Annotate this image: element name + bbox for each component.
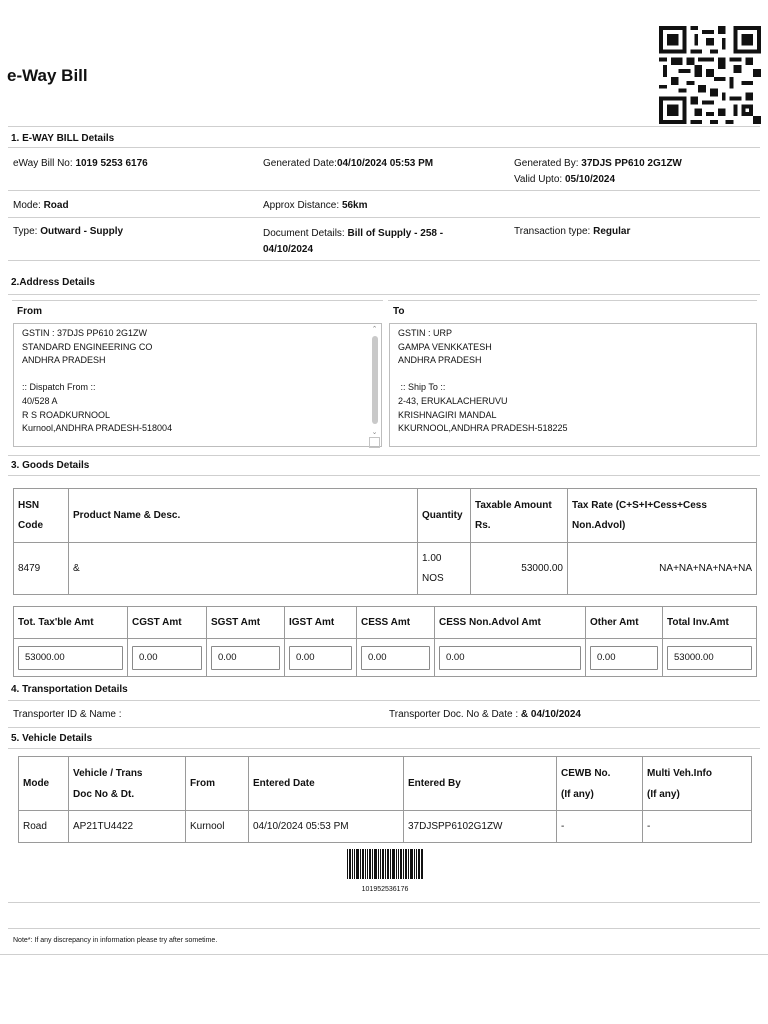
cell-vehicle: AP21TU4422 xyxy=(69,811,186,843)
col-cess-non-advol: CESS Non.Advol Amt xyxy=(435,607,586,639)
table-header-row xyxy=(19,757,752,811)
barcode xyxy=(347,849,423,886)
cell-multi-veh: - xyxy=(643,811,752,843)
from-address xyxy=(13,323,382,447)
total-taxable-field[interactable]: 53000.00 xyxy=(18,646,123,670)
table-row xyxy=(19,811,752,843)
address-line xyxy=(22,368,373,382)
sgst-field[interactable]: 0.00 xyxy=(211,646,280,670)
qr-code xyxy=(658,26,762,124)
goods-table xyxy=(13,488,757,595)
address-line: KKURNOOL,ANDHRA PRADESH-518225 xyxy=(398,423,568,434)
cell-product: & xyxy=(69,543,418,595)
valid-upto: Valid Upto: 05/10/2024 xyxy=(514,174,616,185)
cell-sgst xyxy=(207,639,285,677)
resize-handle[interactable] xyxy=(369,437,380,448)
col-from: From xyxy=(186,757,249,811)
cell-tax-rate: NA+NA+NA+NA+NA xyxy=(568,543,757,595)
cell-igst xyxy=(285,639,357,677)
col-vehicle: Vehicle / Trans Doc No & Dt. xyxy=(69,757,186,811)
table-header-row xyxy=(14,489,757,543)
cell-entered-date: 04/10/2024 05:53 PM xyxy=(249,811,404,843)
address-line: KRISHNAGIRI MANDAL xyxy=(398,409,497,420)
supply-type: Type: Outward - Supply xyxy=(13,226,124,237)
section-heading-transportation: 4. Transportation Details xyxy=(11,684,128,695)
cell-total-invoice xyxy=(663,639,757,677)
table-row xyxy=(14,543,757,595)
address-line: ANDHRA PRADESH xyxy=(398,355,482,366)
col-mode: Mode xyxy=(19,757,69,811)
to-address xyxy=(389,323,757,447)
address-line: 40/528 A xyxy=(22,395,58,406)
cgst-field[interactable]: 0.00 xyxy=(132,646,202,670)
cell-quantity: 1.00 NOS xyxy=(418,543,471,595)
totals-table xyxy=(13,606,757,677)
cell-taxable-amount: 53000.00 xyxy=(471,543,568,595)
cell-from: Kurnool xyxy=(186,811,249,843)
address-line: Kurnool,ANDHRA PRADESH-518004 xyxy=(22,423,173,434)
transporter-id-label: Transporter ID & Name : xyxy=(13,709,122,720)
col-entered-date: Entered Date xyxy=(249,757,404,811)
total-invoice-field[interactable]: 53000.00 xyxy=(667,646,752,670)
other-amount-field[interactable]: 0.00 xyxy=(590,646,658,670)
cell-cgst xyxy=(128,639,207,677)
page-title: e-Way Bill xyxy=(7,66,88,85)
from-label: From xyxy=(17,306,42,317)
col-igst: IGST Amt xyxy=(285,607,357,639)
transport-mode: Mode: Road xyxy=(13,200,69,211)
col-cess: CESS Amt xyxy=(357,607,435,639)
section-heading-address: 2.Address Details xyxy=(11,277,95,288)
address-line: GSTIN : URP xyxy=(398,328,453,338)
barcode-number: 101952536176 xyxy=(361,886,409,893)
address-line: STANDARD ENGINEERING CO xyxy=(22,341,153,352)
generated-by: Generated By: 37DJS PP610 2G1ZW xyxy=(514,158,682,169)
generated-date: Generated Date:04/10/2024 05:53 PM xyxy=(263,158,434,169)
col-entered-by: Entered By xyxy=(404,757,557,811)
col-total-taxable: Tot. Tax'ble Amt xyxy=(14,607,128,639)
cell-entered-by: 37DJSPP6102G1ZW xyxy=(404,811,557,843)
transporter-doc: Transporter Doc. No & Date : & 04/10/2024 xyxy=(389,709,581,720)
col-total-invoice: Total Inv.Amt xyxy=(663,607,757,639)
totals-values-row xyxy=(14,639,757,677)
igst-field[interactable]: 0.00 xyxy=(289,646,352,670)
cell-mode: Road xyxy=(19,811,69,843)
address-line: :: Dispatch From :: xyxy=(22,382,96,393)
address-line: GSTIN : 37DJS PP610 2G1ZW xyxy=(22,328,148,338)
col-hsn: HSN Code xyxy=(14,489,69,543)
cess-field[interactable]: 0.00 xyxy=(361,646,430,670)
cell-other xyxy=(586,639,663,677)
document-details: Document Details: Bill of Supply - 258 - 04/10/2024 xyxy=(263,228,444,255)
address-line: ANDHRA PRADESH xyxy=(22,355,106,366)
ewb-number: eWay Bill No: 1019 5253 6176 xyxy=(13,158,148,169)
col-other: Other Amt xyxy=(586,607,663,639)
cell-cess-non-advol xyxy=(435,639,586,677)
section-heading-ewb-details: 1. E-WAY BILL Details xyxy=(11,133,115,144)
chevron-down-icon[interactable]: ⌄ xyxy=(371,429,378,436)
totals-header-row xyxy=(14,607,757,639)
address-line xyxy=(398,368,748,382)
address-line: GAMPA VENKKATESH xyxy=(398,341,492,352)
section-heading-goods: 3. Goods Details xyxy=(11,460,90,471)
address-line: R S ROADKURNOOL xyxy=(22,409,111,420)
col-multi-veh: Multi Veh.Info (If any) xyxy=(643,757,752,811)
to-label: To xyxy=(393,306,405,317)
cess-non-advol-field[interactable]: 0.00 xyxy=(439,646,581,670)
col-tax-rate: Tax Rate (C+S+I+Cess+Cess Non.Advol) xyxy=(568,489,757,543)
approx-distance: Approx Distance: 56km xyxy=(263,200,368,211)
cell-total-taxable xyxy=(14,639,128,677)
scrollbar-thumb[interactable] xyxy=(372,336,378,424)
scrollbar[interactable] xyxy=(370,326,379,442)
cell-cess xyxy=(357,639,435,677)
footer-note: Note*: If any discrepancy in information please try after sometime. xyxy=(13,937,218,944)
col-taxable-amount: Taxable Amount Rs. xyxy=(471,489,568,543)
vehicle-table xyxy=(18,756,752,843)
transaction-type: Transaction type: Regular xyxy=(514,226,631,237)
col-product: Product Name & Desc. xyxy=(69,489,418,543)
col-quantity: Quantity xyxy=(418,489,471,543)
cell-cewb: - xyxy=(557,811,643,843)
col-cgst: CGST Amt xyxy=(128,607,207,639)
col-cewb: CEWB No. (If any) xyxy=(557,757,643,811)
cell-hsn: 8479 xyxy=(14,543,69,595)
address-line: 2-43, ERUKALACHERUVU xyxy=(398,395,508,406)
section-heading-vehicle: 5. Vehicle Details xyxy=(11,733,93,744)
address-line: :: Ship To :: xyxy=(398,382,446,393)
col-sgst: SGST Amt xyxy=(207,607,285,639)
chevron-up-icon[interactable]: ⌃ xyxy=(371,326,378,333)
